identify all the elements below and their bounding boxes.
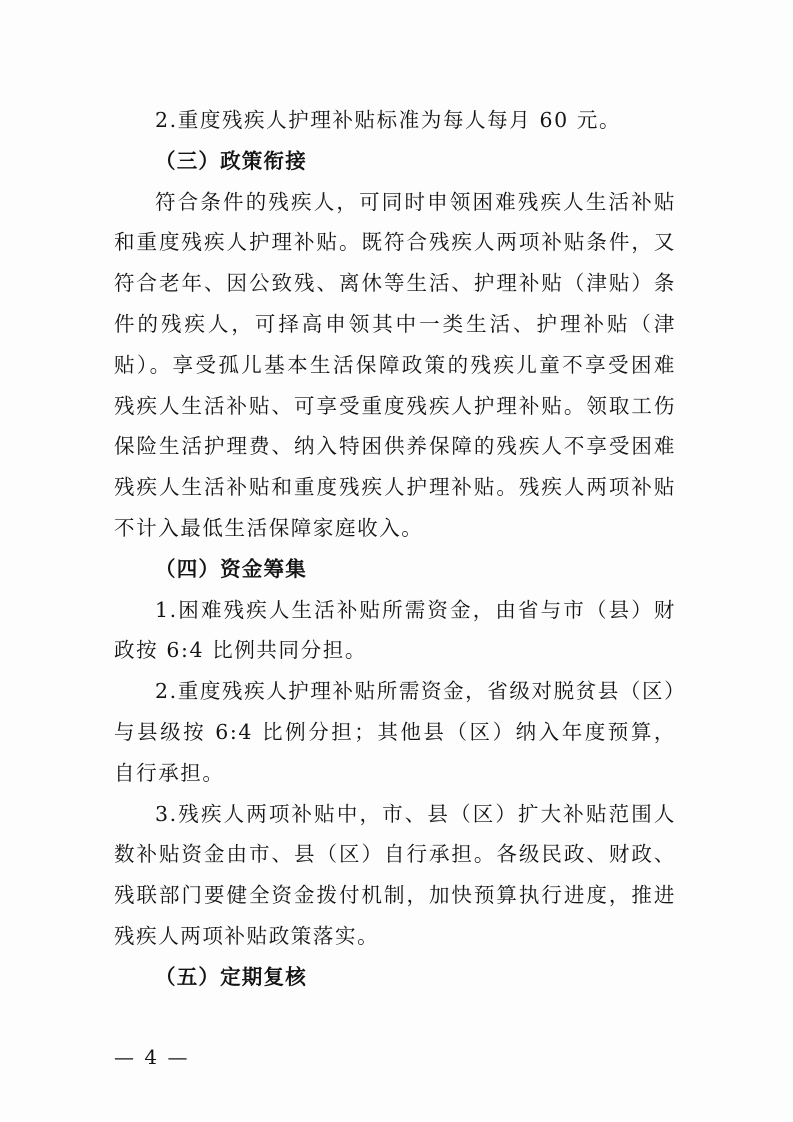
paragraph-policy-connection: 符合条件的残疾人，可同时申领困难残疾人生活补贴和重度残疾人护理补贴。既符合残疾人两项补贴条件，又符合老年、因公致残、离休等生活、护理补贴（津贴）条件的残疾人，可择高申领其中一类生活、护理补贴（津贴）。享受孤儿基本生活保障政策的残疾儿童不享受困难残疾人生活补贴、可享受重度残疾人护理补贴。领取工伤保险生活护理费、纳入特困供养保障的残疾人不享受困难残疾人生活补贴和重度残疾人护理补贴。残疾人两项补贴不计入最低生活保障家庭收入。	[114, 189, 676, 540]
paragraph-living-subsidy-funding: 1.困难残疾人生活补贴所需资金，由省与市（县）财政按 6:4 比例共同分担。	[114, 597, 676, 663]
page-number: — 4 —	[114, 1045, 190, 1069]
section-heading-periodic-review: （五）定期复核	[155, 964, 307, 989]
paragraph-care-subsidy-standard: 2.重度残疾人护理补贴标准为每人每月 60 元。	[155, 108, 622, 132]
document-body	[114, 100, 676, 998]
paragraph-expanded-scope-funding: 3.残疾人两项补贴中，市、县（区）扩大补贴范围人数补贴资金由市、县（区）自行承担。各级民政、财政、残联部门要健全资金拨付机制，加快预算执行进度，推进残疾人两项补贴政策落实。	[114, 801, 676, 948]
section-heading-fund-raising: （四）资金筹集	[155, 556, 307, 581]
section-heading-policy-connection: （三）政策衔接	[155, 148, 307, 173]
paragraph-care-subsidy-funding: 2.重度残疾人护理补贴所需资金，省级对脱贫县（区）与县级按 6:4 比例分担；其他县（区）纳入年度预算，自行承担。	[114, 679, 676, 785]
